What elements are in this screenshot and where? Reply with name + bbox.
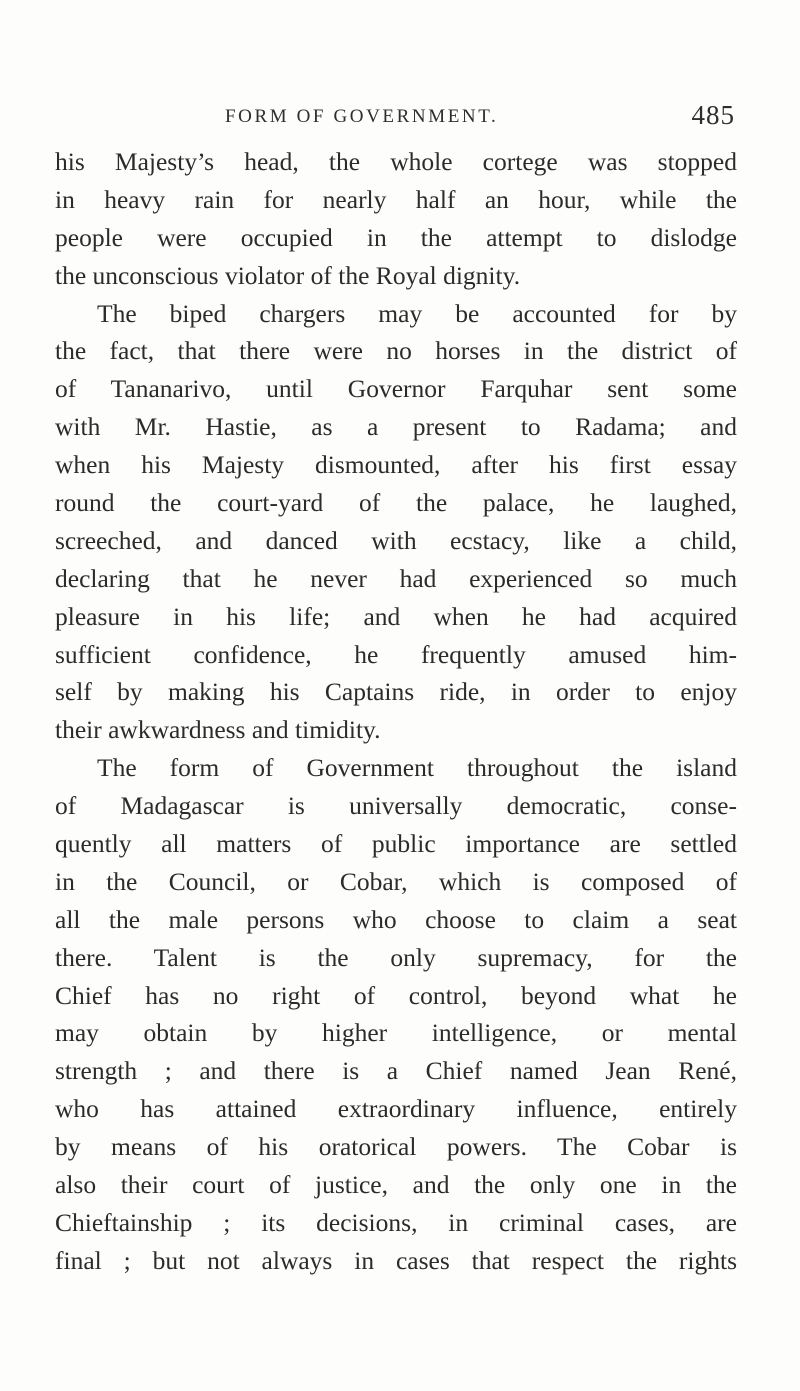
text-line: Chief has no right of control, beyond what he xyxy=(55,980,737,1010)
running-title: FORM OF GOVERNMENT. xyxy=(225,106,499,127)
text-line: by means of his oratorical powers. The Cobar is xyxy=(55,1132,737,1162)
text-line: in heavy rain for nearly half an hour, while the xyxy=(55,184,737,214)
text-line: his Majesty’s head, the whole cortege was stopped xyxy=(55,147,737,176)
text-line: the unconscious violator of the Royal dignity. xyxy=(55,260,521,290)
text-line: self by making his Captains ride, in order to enjoy xyxy=(55,677,737,707)
text-line: declaring that he never had experienced so much xyxy=(55,563,737,593)
page-number: 485 xyxy=(691,100,735,130)
text-line: screeched, and danced with ecstacy, like a child, xyxy=(55,525,737,555)
text-line: sufficient confidence, he frequently amused him- xyxy=(55,639,737,669)
text-line: round the court-yard of the palace, he laughed, xyxy=(55,488,737,518)
text-line: may obtain by higher intelligence, or mental xyxy=(55,1018,737,1048)
text-line: The form of Government throughout the island xyxy=(97,753,737,783)
text-line: quently all matters of public importance are settled xyxy=(55,829,737,859)
text-line: of Madagascar is universally democratic, conse- xyxy=(55,791,737,821)
text-line: there. Talent is the only supremacy, for the xyxy=(55,942,737,972)
text-line: of Tananarivo, until Governor Farquhar sent some xyxy=(55,374,737,404)
text-line: who has attained extraordinary influence, entirely xyxy=(55,1094,737,1124)
text-line: final ; but not always in cases that respect the rights xyxy=(55,1245,737,1275)
text-line: Chieftainship ; its decisions, in criminal cases, are xyxy=(55,1207,737,1237)
text-line: their awkwardness and timidity. xyxy=(55,715,381,745)
text-line: The biped chargers may be accounted for by xyxy=(97,298,737,328)
text-line: also their court of justice, and the only one in the xyxy=(55,1170,737,1200)
text-line: strength ; and there is a Chief named Jean René, xyxy=(55,1056,737,1086)
text-line: the fact, that there were no horses in the district of xyxy=(55,336,737,366)
text-line: pleasure in his life; and when he had acquired xyxy=(55,601,737,631)
text-line: people were occupied in the attempt to dislodge xyxy=(55,222,737,252)
text-line: when his Majesty dismounted, after his first essay xyxy=(55,450,737,480)
body-text xyxy=(55,143,737,1280)
text-line: with Mr. Hastie, as a present to Radama; and xyxy=(55,412,737,442)
page-header xyxy=(225,100,735,140)
text-line: all the male persons who choose to claim a seat xyxy=(55,904,737,934)
text-line: in the Council, or Cobar, which is composed of xyxy=(55,866,737,896)
